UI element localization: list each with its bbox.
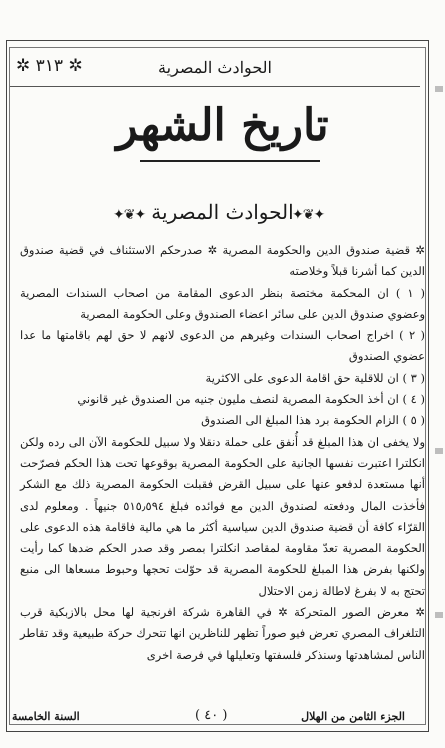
paragraph: ( ٤ ) ان أخذ الحكومة المصرية لنصف مليون جنيه من الصندوق غير قانوني — [77, 392, 425, 407]
paragraph: ولا يخفى ان هذا المبلغ قد أُنفق على حملة دنقلا ولا سبيل للحكومة الآن الى رده ولكن انكلترا اعتبرت نفسها الجانية على الحكومة المصرية بوقوعها تحت هذا الحكم فصرّحت أنها مستعدة لدفعو عنها على سبيل القرض فقبلت الحكومة المصرية ذلك مع الشكر فأخذت المال ودفعته لصندوق الدين مع فوائده فبلغ ٥١٥٫٥٩٤ جنيهاً . ومعلوم لدى القرّاء كافة أن قضية صندوق الدين سياسية أكثر ما هي مالية فاقامة هذه الدعوى على الحكومة المصرية تعدّ مقاومة لمقاصد انكلترا بمصر وقد صدر الحكم ضدها كما رأيت ولكنها بفرض هذا المبلغ للحكومة المصرية قد حوّلت تحجها وحبوط مسعاها الى منبع تحتج به لا بفرغ لاطالة زمن الاحتلال — [20, 434, 426, 598]
ornament-left-icon: ✦❦✦ — [113, 207, 146, 223]
page-header — [10, 50, 420, 87]
paragraph: ( ٢ ) اخراج اصحاب السندات وغيرهم من الدعوى لانهم لا حق لهم باقامتها ما عدا عضوي الصندوق — [20, 328, 425, 364]
ornament-right-icon: ✦❦✦ — [292, 207, 325, 223]
main-title: تاريخ الشهر — [116, 100, 329, 151]
paragraph: ✲ قضية صندوق الدين والحكومة المصرية ✲ صدرحكم الاستئناف في قضية صندوق الدين كما أشرنا قبلاً وخلاصته — [20, 243, 425, 279]
footer-year: السنة الخامسة — [12, 710, 80, 723]
page-footer — [0, 706, 445, 730]
title-underline — [140, 160, 320, 162]
footer-journal: الجزء الثامن من الهلال — [301, 710, 405, 723]
section-title: الحوادث المصرية — [151, 200, 294, 224]
paragraph: ( ١ ) ان المحكمة مختصة بنظر الدعوى المقامة من اصحاب السندات المصرية وعضوي صندوق الدين على سائر اعضاء الصندوق وعلى الحكومة المصرية — [20, 285, 425, 321]
paragraph: ( ٥ ) الزام الحكومة برد هذا المبلغ الى الصندوق — [201, 413, 425, 428]
page-edge-mark — [435, 86, 443, 92]
running-title: الحوادث المصرية — [158, 58, 272, 77]
footer-page-number: ( ٤٠ ) — [195, 708, 228, 723]
article-body — [20, 240, 425, 666]
paragraph: ( ٣ ) ان للاقلية حق اقامة الدعوى على الاكثرية — [205, 370, 425, 385]
page-edge-mark — [435, 448, 443, 454]
page-number: ✲ ٣١٣ ✲ — [16, 56, 83, 76]
page-edge-mark — [435, 612, 443, 618]
paragraph: ✲ معرض الصور المتحركة ✲ في القاهرة شركة افرنجية لها محل بالازبكية قرب التلغراف المصري تعرض فيو صوراً تظهر للناظرين انها تتحرك حركة طبيعية وقد تقاطر الناس لمشاهدتها وسنذكر فلسفتها وتعليلها في فرصة اخرى — [20, 605, 425, 662]
